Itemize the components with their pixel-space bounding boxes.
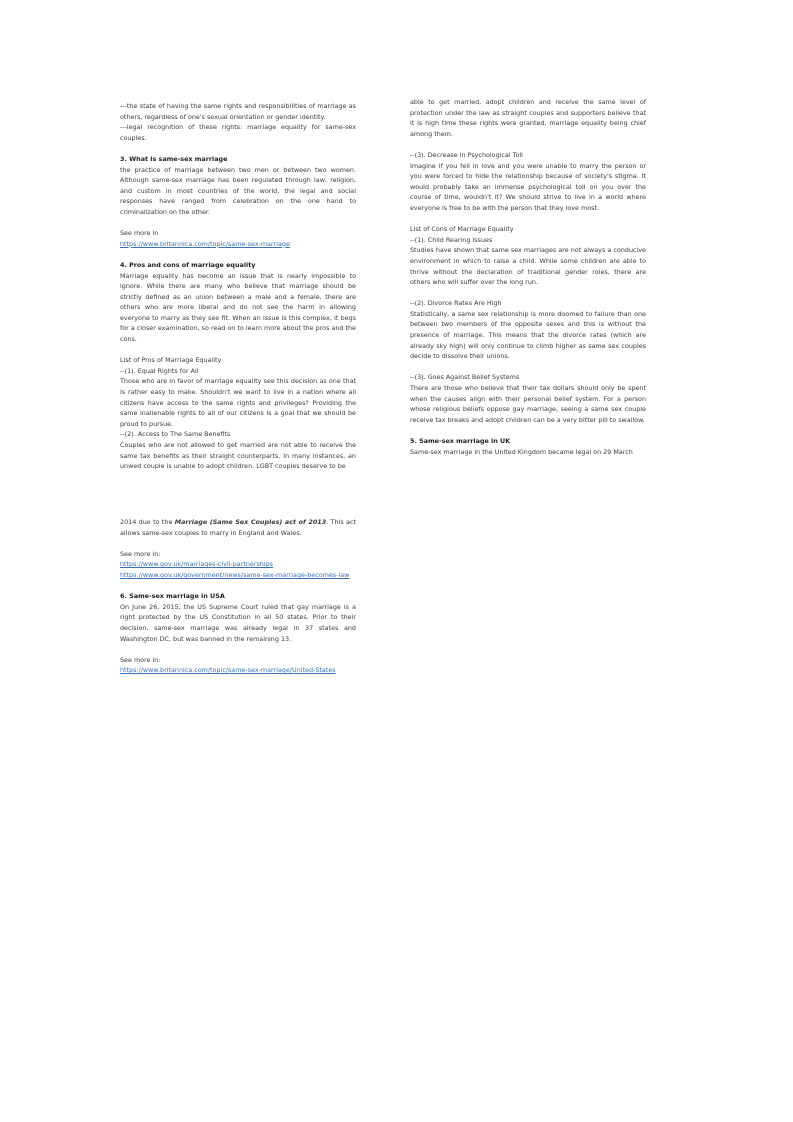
cons-heading: List of Cons of Marriage Equality [410, 225, 514, 234]
pro-3-title: --(3). Decrease in Psychological Toll [410, 150, 523, 159]
section-5-body-continued [120, 517, 356, 538]
section-3-see-more: See more in [120, 229, 159, 238]
section-5-title: 5. Same-sex marriage in UK [410, 437, 511, 445]
section-6-see-more: See more in: [120, 655, 161, 664]
gov-uk-civil-partnerships-link[interactable]: https://www.gov.uk/marriages-civil-partnerships [120, 560, 274, 569]
intro-definition-1: ---the state of having the same rights and responsibilities of marriage as others, regardless of one's sexual orientation or gender identity. [120, 102, 356, 121]
con-3-title: --(3). Goes Against Belief Systems [410, 373, 520, 382]
section-6-title: 6. Same-sex marriage in USA [120, 592, 225, 601]
britannica-link[interactable]: https://www.britannica.com/topic/same-sex-marriage [120, 239, 290, 248]
pro-2-body-continued: able to get married, adopt children and receive the same level of protection under the law as straight couples and supporters believe that it is high time these rights were granted, marriage equality being chief among them. [410, 98, 646, 138]
con-1-title: --(1). Child Rearing Issues [410, 235, 493, 244]
gov-uk-news-link[interactable]: https://www.gov.uk/government/news/same-sex-marriage-becomes-law [120, 570, 350, 579]
pro-1-body: Those who are in favor of marriage equality see this decision as one that is rather easy to make. Shouldn't we want to live in a nation where all citizens have access to the same rights and privileges? Providing the same inalienable rights to all of our citizens is a goal that we should be proud to pursue. [120, 377, 356, 428]
section-5-text-post: . This act allows same-sex couples to marry in England and Wales. [120, 518, 356, 537]
intro-definition-2: ---legal recognition of these rights: marriage equality for same-sex couples. [120, 123, 356, 142]
con-2-body: Statistically, a same sex relationship is more doomed to failure than one between two members of the opposite sexes and this is without the presence of marriage. This means that the divorce rates (which are already sky high) will only continue to climb higher as same sex couples decide to dissolve their unions. [410, 309, 646, 361]
con-2-title: --(2). Divorce Rates Are High [410, 299, 502, 308]
section-3-title: 3. What is same-sex marriage [120, 154, 228, 163]
section-5-body: Same-sex marriage in the United Kingdom became legal on 29 March [410, 447, 633, 456]
con-1-body: Studies have shown that same sex marriages are not always a conducive environment in which to raise a child. While some children are able to thrive without the declaration of traditional gender roles, there are others who will suffer over the long run. [410, 246, 646, 287]
pro-2-title: --(2). Access to The Same Benefits [120, 430, 231, 439]
left-column-top [120, 101, 356, 472]
section-6-body: On June 26, 2015, the US Supreme Court ruled that gay marriage is a right protected by the US Constitution in all 50 states. Prior to their decision, same-sex marriage was already legal in 37 states and Washington DC, but was banned in the remaining 13. [120, 602, 356, 643]
section-5-see-more: See more in: [120, 549, 161, 558]
britannica-usa-link[interactable]: https://www.britannica.com/topic/same-sex-marriage/United-States [120, 666, 336, 675]
section-4-body: Marriage equality has become an issue that is nearly impossible to ignore. While there are many who believe that marriage should be strictly defined as an union between a male and a female, there are others who are more liberal and do not see the harm in allowing everyone to marry as they see fit. When an issue is this complex, it begs for a closer examination, so read on to learn more about the pros and the cons. [120, 271, 356, 344]
con-3-body: There are those who believe that their tax dollars should only be spent when the causes align with their personal belief system. For a person whose religious beliefs oppose gay marriage, seeing a same sex couple receive tax breaks and adopt children can be a very bitter pill to swallow. [410, 384, 646, 424]
section-4-title: 4. Pros and cons of marriage equality [120, 260, 256, 269]
section-5-text-pre: 2014 due to the [120, 518, 175, 526]
pros-heading: List of Pros of Marriage Equality [120, 356, 222, 365]
right-column-top [410, 97, 646, 457]
pro-2-body: Couples who are not allowed to get married are not able to receive the same tax benefits as their straight counterparts. In many instances, an unwed couple is unable to adopt children. LGBT couples deserve to be [120, 441, 356, 471]
pro-1-title: --(1). Equal Rights for All [120, 366, 199, 375]
pro-3-body: Imagine if you fell in love and you were unable to marry the person or you were forced to hide the relationship because of society's stigma. It would probably take an immense psychological toll on you over the course of time, wouldn't it? We should strive to live in a world where everyone is free to be with the person that they love most. [410, 161, 646, 212]
left-column-bottom [120, 517, 356, 676]
marriage-act-title: Marriage (Same Sex Couples) act of 2013 [174, 518, 327, 526]
section-3-body: the practice of marriage between two men or between two women. Although same-sex marriage has been regulated through law, religion, and custom in most countries of the world, the legal and social responses have ranged from celebration on the one hand to criminalization on the other. [120, 165, 356, 216]
